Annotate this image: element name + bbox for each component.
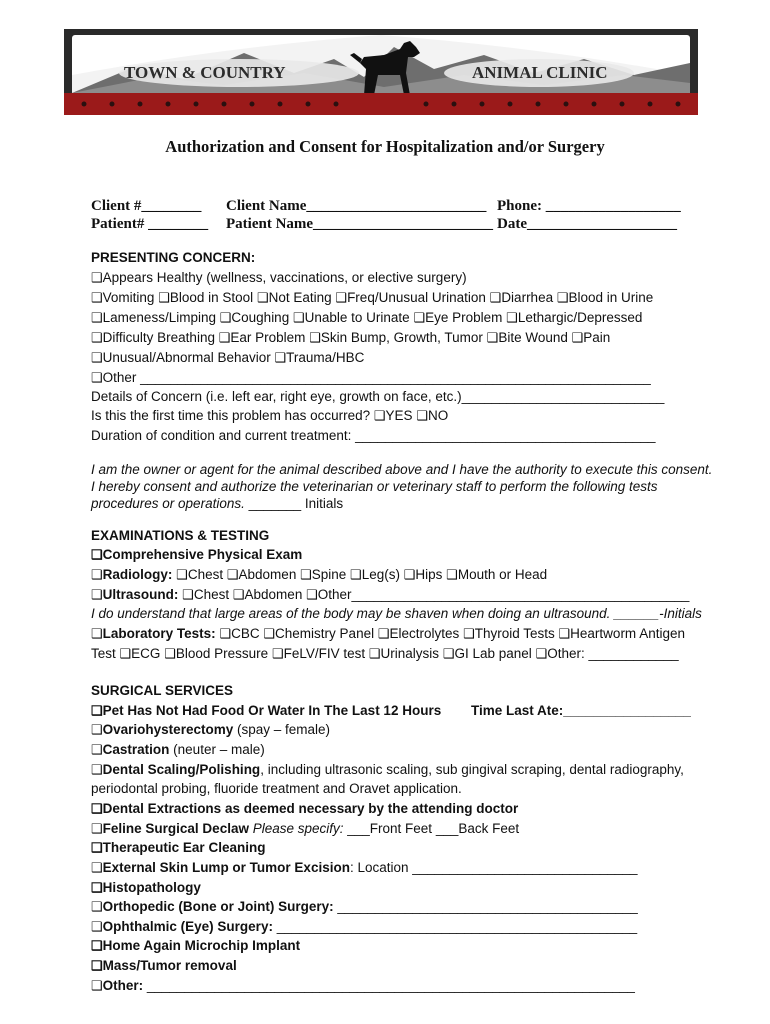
checkbox-icon[interactable]: ❑	[463, 626, 475, 641]
clinic-banner	[64, 29, 698, 115]
checkbox-icon[interactable]: ❑	[91, 880, 103, 895]
surgical-other-field[interactable]: _________________________________________________________________	[143, 978, 635, 993]
ovario-label: Ovariohysterectomy	[102, 722, 234, 737]
checkbox-icon[interactable]: ❑	[232, 587, 245, 602]
histo-label: Histopathology	[102, 880, 201, 895]
checkbox-icon[interactable]: ❑	[489, 290, 502, 305]
lab-gi-panel: GI Lab panel	[454, 646, 532, 661]
checkbox-icon[interactable]: ❑	[91, 821, 103, 836]
ultrasound-other-field[interactable]: Other_____________________________________________	[317, 587, 690, 602]
checkbox-icon[interactable]: ❑	[226, 567, 239, 582]
no-label: NO	[427, 408, 449, 423]
lab-other-field[interactable]: Other: ____________	[547, 646, 679, 661]
time-last-ate-field[interactable]: Time Last Ate:_________________	[471, 703, 691, 718]
authorization-line-3-text: procedures or operations.	[91, 496, 249, 511]
shave-note: I do understand that large areas of the body may be shaven when doing an ultrasound. ______-Initials	[91, 606, 702, 621]
option-vomiting: Vomiting	[102, 290, 155, 305]
checkbox-icon[interactable]: ❑	[335, 290, 348, 305]
checkbox-icon[interactable]: ❑	[486, 330, 499, 345]
surgical-histo	[91, 880, 201, 896]
option-appears-healthy: Appears Healthy (wellness, vaccinations, or elective surgery)	[102, 270, 467, 285]
checkbox-icon[interactable]: ❑	[377, 626, 390, 641]
checkbox-icon[interactable]: ❑	[119, 646, 132, 661]
authorization-line-2: I hereby consent and authorize the veterinarian or veterinary staff to perform the following tests	[91, 479, 658, 494]
checkbox-icon[interactable]: ❑	[164, 646, 176, 661]
authorization-line-3	[91, 496, 343, 511]
castration-note: (neuter – male)	[169, 742, 265, 757]
option-lameness: Lameness/Limping	[102, 310, 216, 325]
extractions-label: Dental Extractions as deemed necessary by the attending doctor	[102, 801, 519, 816]
radiology-spine: Spine	[311, 567, 347, 582]
presenting-line-2	[91, 290, 653, 306]
brand-left-text: TOWN & COUNTRY	[124, 63, 286, 82]
phone-field[interactable]: Phone: __________________	[497, 198, 681, 214]
microchip-label: Home Again Microchip Implant	[102, 938, 301, 953]
option-trauma: Trauma/HBC	[286, 350, 365, 365]
surgical-microchip	[91, 938, 300, 954]
laboratory-label: Laboratory Tests:	[102, 626, 216, 641]
option-abnormal-behavior: Unusual/Abnormal Behavior	[102, 350, 271, 365]
option-lethargic: Lethargic/Depressed	[517, 310, 643, 325]
surgical-mass	[91, 958, 237, 974]
checkbox-icon[interactable]: ❑	[91, 762, 103, 777]
surgical-fasting	[91, 703, 441, 719]
checkbox-icon[interactable]: ❑	[256, 290, 269, 305]
ultrasound-label: Ultrasound:	[102, 587, 179, 602]
authorization-line-1: I am the owner or agent for the animal described above and I have the authority to execute this consent.	[91, 462, 713, 477]
radiology-hips: Hips	[415, 567, 443, 582]
declaw-label: Feline Surgical Declaw	[102, 821, 249, 836]
checkbox-icon[interactable]: ❑	[309, 330, 321, 345]
checkbox-icon[interactable]: ❑	[91, 567, 103, 582]
surgical-declaw	[91, 821, 519, 837]
lab-thyroid: Thyroid Tests	[474, 626, 555, 641]
checkbox-icon[interactable]: ❑	[91, 370, 103, 385]
checkbox-icon[interactable]: ❑	[91, 310, 103, 325]
mass-removal-label: Mass/Tumor removal	[102, 958, 237, 973]
checkbox-icon[interactable]: ❑	[91, 350, 103, 365]
other-concern-field[interactable]: Other ____________________________________________________________________	[102, 370, 651, 385]
exam-comprehensive	[91, 547, 302, 563]
checkbox-icon[interactable]: ❑	[446, 567, 458, 582]
declaw-specify: Please specify:	[248, 821, 348, 836]
ultrasound-chest: Chest	[193, 587, 230, 602]
duration-field[interactable]: Duration of condition and current treatment: ________________________________________	[91, 428, 656, 443]
checkbox-icon[interactable]: ❑	[274, 350, 287, 365]
option-eye-problem: Eye Problem	[425, 310, 503, 325]
patient-name-field[interactable]: Patient Name________________________	[226, 216, 494, 232]
lab-felv-fiv: FeLV/FIV test	[283, 646, 366, 661]
yes-label: YES	[385, 408, 413, 423]
checkbox-icon[interactable]: ❑	[91, 938, 103, 953]
checkbox-icon[interactable]: ❑	[416, 408, 428, 423]
date-field[interactable]: Date____________________	[497, 216, 677, 232]
option-blood-in-stool: Blood in Stool	[169, 290, 254, 305]
surgical-other-label: Other:	[102, 978, 144, 993]
lab-cbc: CBC	[231, 626, 260, 641]
checkbox-icon[interactable]: ❑	[91, 978, 103, 993]
checkbox-icon[interactable]: ❑	[91, 290, 103, 305]
option-coughing: Coughing	[231, 310, 290, 325]
first-time-label: Is this the first time this problem has occurred?	[91, 408, 371, 423]
clinic-logo	[64, 29, 698, 115]
checkbox-icon[interactable]: ❑	[91, 860, 103, 875]
checkbox-icon[interactable]: ❑	[91, 587, 103, 602]
checkbox-icon[interactable]: ❑	[556, 290, 569, 305]
ophth-field[interactable]: ________________________________________________	[272, 919, 638, 934]
checkbox-icon[interactable]: ❑	[91, 330, 103, 345]
checkbox-icon[interactable]: ❑	[571, 330, 584, 345]
checkbox-icon[interactable]: ❑	[91, 801, 103, 816]
lab-test-word: Test	[91, 646, 120, 661]
checkbox-icon[interactable]: ❑	[91, 270, 103, 285]
castration-label: Castration	[102, 742, 170, 757]
presenting-line-5	[91, 350, 364, 366]
fasting-label: Pet Has Not Had Food Or Water In The Last 12 Hours	[102, 703, 442, 718]
checkbox-icon[interactable]: ❑	[350, 567, 362, 582]
surgical-extractions	[91, 801, 518, 817]
dental-label: Dental Scaling/Polishing	[102, 762, 261, 777]
presenting-line-4	[91, 330, 610, 346]
ortho-label: Orthopedic (Bone or Joint) Surgery:	[102, 899, 334, 914]
option-difficulty-breathing: Difficulty Breathing	[102, 330, 215, 345]
checkbox-icon[interactable]: ❑	[442, 646, 455, 661]
checkbox-icon[interactable]: ❑	[219, 310, 232, 325]
option-blood-in-urine: Blood in Urine	[568, 290, 654, 305]
lab-chemistry: Chemistry Panel	[275, 626, 375, 641]
lab-urinalysis: Urinalysis	[380, 646, 440, 661]
presenting-other	[91, 370, 651, 386]
exam-laboratory-line-2	[91, 646, 679, 662]
radiology-legs: Leg(s)	[361, 567, 400, 582]
ultrasound-abdomen: Abdomen	[244, 587, 303, 602]
checkbox-icon[interactable]: ❑	[413, 310, 426, 325]
option-not-eating: Not Eating	[268, 290, 332, 305]
checkbox-icon[interactable]: ❑	[91, 547, 103, 562]
surgical-dental	[91, 762, 684, 778]
skin-excision-label: External Skin Lump or Tumor Excision	[102, 860, 350, 875]
dental-line-2: periodontal probing, fluoride treatment and Oravet application.	[91, 781, 462, 796]
lab-heartworm: Heartworm Antigen	[570, 626, 685, 641]
presenting-heading: PRESENTING CONCERN:	[91, 250, 256, 265]
option-ear-problem: Ear Problem	[230, 330, 306, 345]
checkbox-icon[interactable]: ❑	[558, 626, 571, 641]
option-bite-wound: Bite Wound	[498, 330, 568, 345]
checkbox-icon[interactable]: ❑	[91, 703, 103, 718]
checkbox-icon[interactable]: ❑	[91, 722, 103, 737]
checkbox-icon[interactable]: ❑	[263, 626, 276, 641]
option-pain: Pain	[583, 330, 611, 345]
form-title: Authorization and Consent for Hospitalization and/or Surgery	[165, 137, 605, 156]
checkbox-icon[interactable]: ❑	[182, 587, 194, 602]
option-unable-to-urinate: Unable to Urinate	[304, 310, 410, 325]
lab-electrolytes: Electrolytes	[389, 626, 460, 641]
checkbox-icon[interactable]: ❑	[91, 742, 103, 757]
ovario-note: (spay – female)	[233, 722, 331, 737]
exam-ultrasound	[91, 587, 689, 603]
checkbox-icon[interactable]: ❑	[271, 646, 284, 661]
checkbox-icon[interactable]: ❑	[306, 587, 318, 602]
radiology-abdomen: Abdomen	[238, 567, 297, 582]
option-diarrhea: Diarrhea	[501, 290, 554, 305]
surgical-heading: SURGICAL SERVICES	[91, 683, 234, 698]
authorization-initials-field[interactable]: _______ Initials	[248, 496, 344, 511]
brand-right-text: ANIMAL CLINIC	[472, 63, 608, 82]
surgical-other	[91, 978, 635, 994]
comprehensive-exam-label: Comprehensive Physical Exam	[102, 547, 303, 562]
surgical-ovario	[91, 722, 330, 738]
surgical-castration	[91, 742, 265, 758]
ear-cleaning-label: Therapeutic Ear Cleaning	[102, 840, 266, 855]
lab-blood-pressure: Blood Pressure	[175, 646, 269, 661]
exam-laboratory	[91, 626, 685, 642]
checkbox-icon[interactable]: ❑	[158, 290, 170, 305]
checkbox-icon[interactable]: ❑	[403, 567, 416, 582]
option-skin-bump: Skin Bump, Growth, Tumor	[320, 330, 483, 345]
ophth-label: Ophthalmic (Eye) Surgery:	[102, 919, 273, 934]
skin-location-field[interactable]: : Location ______________________________	[349, 860, 638, 875]
exam-radiology	[91, 567, 547, 583]
surgical-ortho	[91, 899, 638, 915]
radiology-chest: Chest	[187, 567, 224, 582]
ortho-field[interactable]: ________________________________________	[333, 899, 638, 914]
checkbox-icon[interactable]: ❑	[373, 408, 386, 423]
first-time-question	[91, 408, 448, 424]
presenting-line-3	[91, 310, 642, 326]
dental-note: , including ultrasonic scaling, sub gingival scraping, dental radiography,	[260, 762, 684, 777]
details-of-concern-field[interactable]: Details of Concern (i.e. left ear, right eye, growth on face, etc.)___________________________	[91, 389, 665, 404]
checkbox-icon[interactable]: ❑	[368, 646, 381, 661]
surgical-ear	[91, 840, 265, 856]
option-freq-urination: Freq/Unusual Urination	[347, 290, 486, 305]
checkbox-icon[interactable]: ❑	[91, 626, 103, 641]
checkbox-icon[interactable]: ❑	[219, 626, 232, 641]
checkbox-icon[interactable]: ❑	[535, 646, 548, 661]
surgical-skin	[91, 860, 638, 876]
checkbox-icon[interactable]: ❑	[176, 567, 188, 582]
checkbox-icon[interactable]: ❑	[506, 310, 518, 325]
client-name-field[interactable]: Client Name________________________	[226, 198, 487, 214]
declaw-feet-field[interactable]: ___Front Feet ___Back Feet	[347, 821, 520, 836]
checkbox-icon[interactable]: ❑	[91, 840, 103, 855]
checkbox-icon[interactable]: ❑	[91, 919, 103, 934]
patient-number-field[interactable]: Patient# ________	[91, 216, 209, 232]
checkbox-icon[interactable]: ❑	[91, 958, 103, 973]
checkbox-icon[interactable]: ❑	[300, 567, 312, 582]
exams-heading: EXAMINATIONS & TESTING	[91, 528, 270, 543]
lab-ecg: ECG	[131, 646, 161, 661]
checkbox-icon[interactable]: ❑	[91, 899, 103, 914]
radiology-label: Radiology:	[102, 567, 173, 582]
checkbox-icon[interactable]: ❑	[218, 330, 231, 345]
surgical-ophth	[91, 919, 637, 935]
radiology-mouth-head: Mouth or Head	[457, 567, 548, 582]
checkbox-icon[interactable]: ❑	[292, 310, 305, 325]
client-number-field[interactable]: Client #________	[91, 198, 202, 214]
presenting-line-1	[91, 270, 467, 286]
